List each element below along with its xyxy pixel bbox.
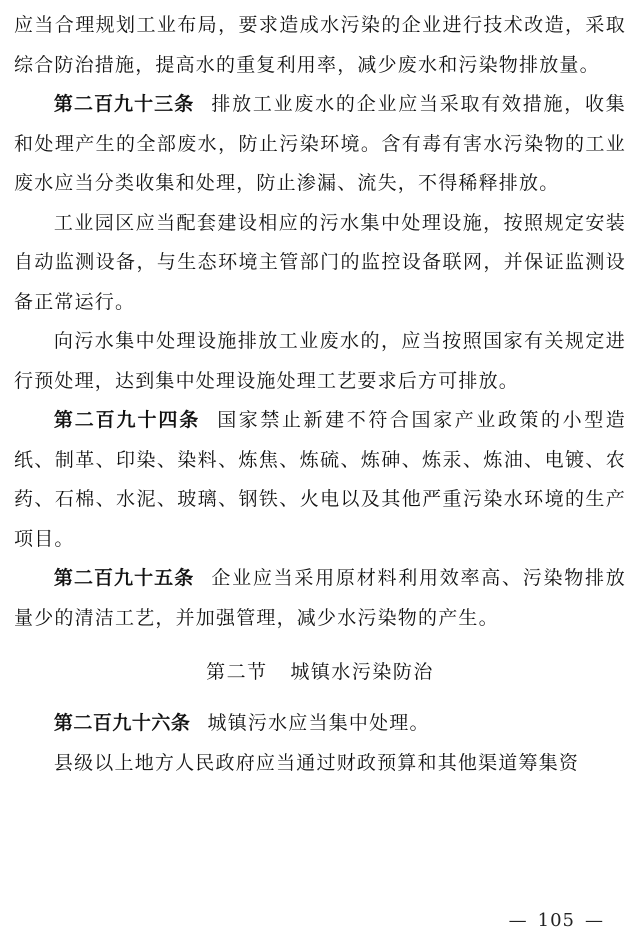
article-293-paragraph-2: 工业园区应当配套建设相应的污水集中处理设施，按照规定安装自动监测设备，与生态环境主管部门的监控设备联网，并保证监测设备正常运行。	[14, 211, 626, 313]
article-294-heading: 第二百九十四条	[53, 409, 201, 431]
article-293-paragraph-3: 向污水集中处理设施排放工业废水的，应当按照国家有关规定进行预处理，达到集中处理设施处理工艺要求后方可排放。	[14, 330, 626, 392]
article-294-text: 国家禁止新建不符合国家产业政策的小型造纸、制革、印染、染料、炼焦、炼硫、炼砷、炼汞、炼油、电镀、农药、石棉、水泥、玻璃、钢铁、火电以及其他严重污染水环境的生产项目。	[14, 409, 626, 550]
page-number-footer	[499, 910, 614, 931]
article-296-heading: 第二百九十六条	[53, 712, 191, 734]
article-293-text: 排放工业废水的企业应当采取有效措施，收集和处理产生的全部废水，防止污染环境。含有毒有害水污染物的工业废水应当分类收集和处理，防止渗漏、流失，不得稀释排放。	[14, 93, 626, 194]
section-title: 城镇水污染防治	[290, 661, 434, 683]
footer-dash-right: —	[585, 910, 604, 931]
paragraph-continuation: 应当合理规划工业布局，要求造成水污染的企业进行技术改造，采取综合防治措施，提高水的重复利用率，减少废水和污染物排放量。	[14, 14, 626, 76]
article-294	[14, 401, 626, 559]
section-number: 第二节	[206, 661, 268, 683]
article-293	[14, 85, 626, 204]
footer-dash-left: —	[508, 910, 528, 931]
article-296-text: 城镇污水应当集中处理。	[207, 712, 430, 734]
article-293-heading: 第二百九十三条	[53, 93, 195, 115]
article-296-paragraph-2: 县级以上地方人民政府应当通过财政预算和其他渠道筹集资	[53, 751, 580, 774]
article-296	[14, 704, 626, 744]
article-295-heading: 第二百九十五条	[53, 567, 195, 589]
page-number: 105	[537, 910, 575, 931]
article-295	[14, 559, 626, 638]
article-295-text: 企业应当采用原材料利用效率高、污染物排放量少的清洁工艺，并加强管理，减少水污染物的产生。	[14, 567, 626, 629]
section-heading	[14, 654, 626, 690]
